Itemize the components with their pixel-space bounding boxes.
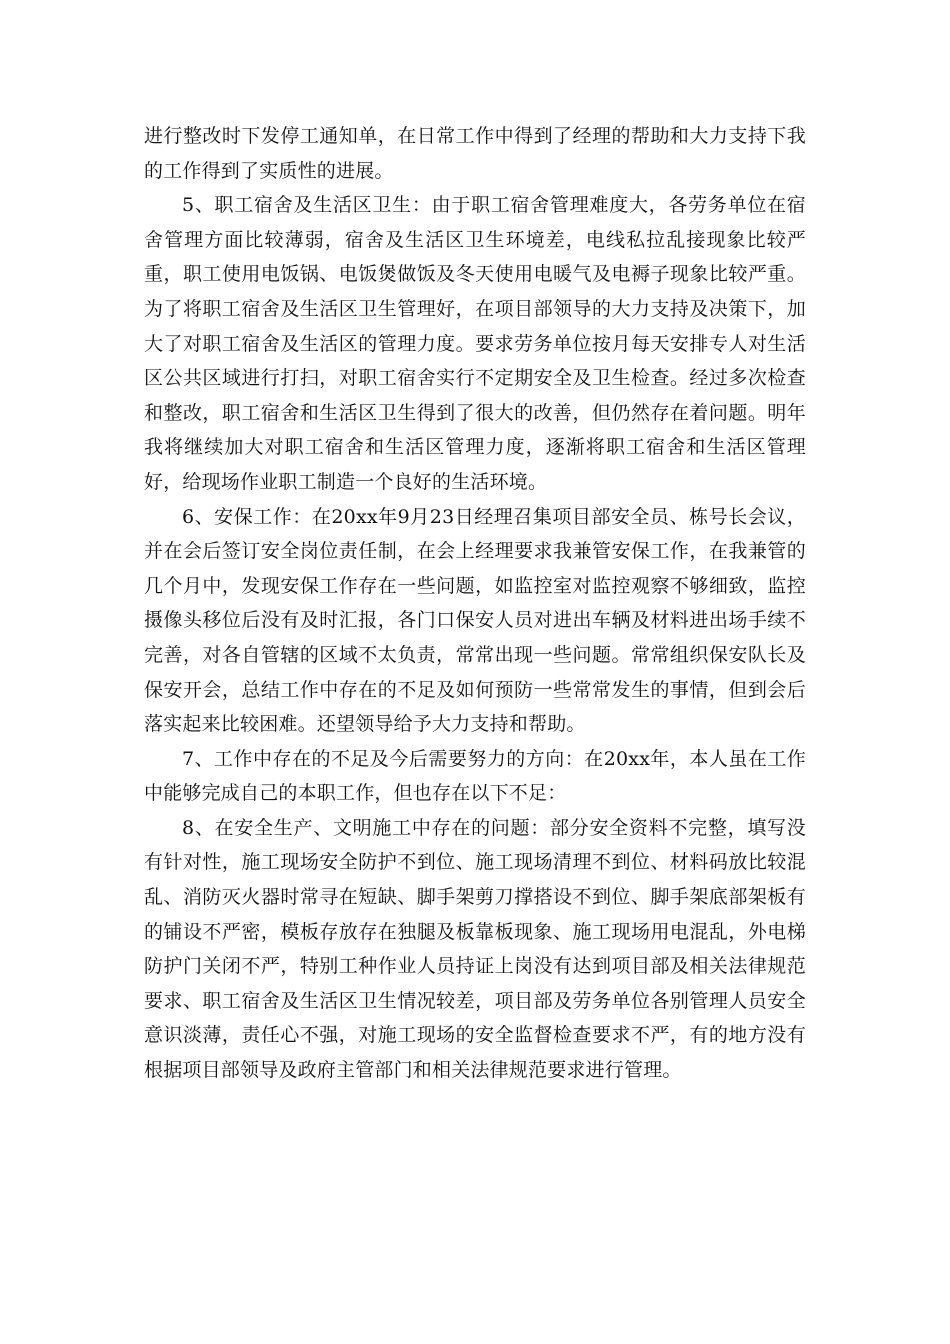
paragraph-continuation: 进行整改时下发停工通知单，在日常工作中得到了经理的帮助和大力支持下我的工作得到了实质性的进展。 — [144, 125, 806, 182]
paragraph-safety-problems: 8、在安全生产、文明施工中存在的问题：部分安全资料不完整，填写没有针对性，施工现场安全防护不到位、施工现场清理不到位、材料码放比较混乱、消防灭火器时常寻在短缺、脚手架剪刀撑搭设不到位、脚手架底部架板有的铺设不严密，模板存放存在独腿及板靠板现象、施工现场用电混乱，外电梯防护门关闭不严，特别工种作业人员持证上岗没有达到项目部及相关法律规范要求、职工宿舍及生活区卫生情况较差，项目部及劳务单位各别管理人员安全意识淡薄，责任心不强，对施工现场的安全监督检查要求不严，有的地方没有根据项目部领导及政府主管部门和相关法律规范要求进行管理。 — [144, 816, 806, 1082]
paragraph-dormitory-hygiene: 5、职工宿舍及生活区卫生：由于职工宿舍管理难度大，各劳务单位在宿舍管理方面比较薄弱，宿舍及生活区卫生环境差，电线私拉乱接现象比较严重，职工使用电饭锅、电饭煲做饭及冬天使用电暖气及电褥子现象比较严重。为了将职工宿舍及生活区卫生管理好，在项目部领导的大力支持及决策下，加大了对职工宿舍及生活区的管理力度。要求劳务单位按月每天安排专人对生活区公共区域进行打扫，对职工宿舍实行不定期安全及卫生检查。经过多次检查和整改，职工宿舍和生活区卫生得到了很大的改善，但仍然存在着问题。明年我将继续加大对职工宿舍和生活区管理力度，逐渐将职工宿舍和生活区管理好，给现场作业职工制造一个良好的生活环境。 — [144, 194, 806, 493]
paragraph-shortcomings: 7、工作中存在的不足及今后需要努力的方向：在20xx年，本人虽在工作中能够完成自己的本职工作，但也存在以下不足： — [144, 747, 806, 805]
document-body — [144, 119, 806, 1088]
paragraph-security-work: 6、安保工作：在20xx年9月23日经理召集项目部安全员、栋号长会议，并在会后签订安全岗位责任制，在会上经理要求我兼管安保工作，在我兼管的几个月中，发现安保工作存在一些问题，如监控室对监控观察不够细致，监控摄像头移位后没有及时汇报，各门口保安人员对进出车辆及材料进出场手续不完善，对各自管辖的区域不太负责，常常出现一些问题。常常组织保安队长及保安开会，总结工作中存在的不足及如何预防一些常常发生的事情，但到会后落实起来比较困难。还望领导给予大力支持和帮助。 — [144, 505, 806, 736]
